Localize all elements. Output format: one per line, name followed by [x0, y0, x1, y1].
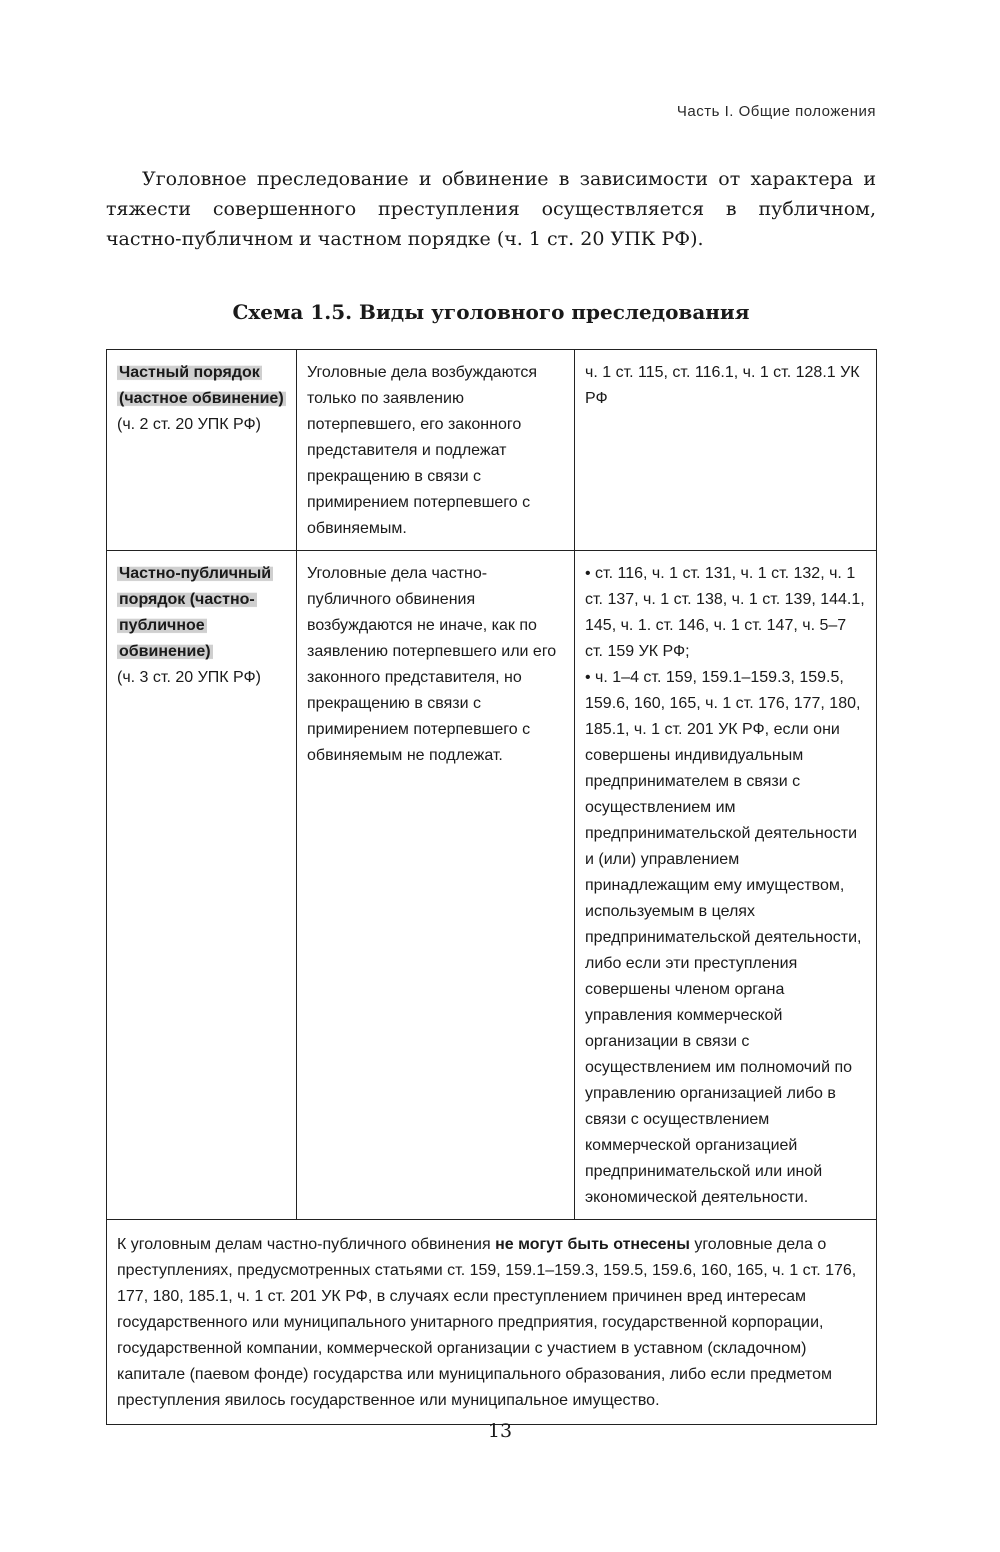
articles-list-item-1: • ст. 116, ч. 1 ст. 131, ч. 1 ст. 132, ч. 1 ст. 137, ч. 1 ст. 138, ч. 1 ст. 139, 144.1, 145, ч. 1. ст. 146, ч. 1 ст. 147, ч. 5–7 ст. 159 УК РФ; [585, 565, 865, 660]
articles-list-item-2: • ч. 1–4 ст. 159, 159.1–159.3, 159.5, 159.6, 160, 165, ч. 1 ст. 176, 177, 180, 185.1, ч. 1 ст. 201 УК РФ, если они совершены индивидуальным предпринимателем в связи с осуществлением им предпринимательской деятельности и (или) управлением принадлежащим ему имуществом, используемым в целях предпринимательской деятельности, либо если эти преступления совершены членом органа управления коммерческой организации в связи с осуществлением им полномочий по управлению организацией либо в связи с осуществлением коммерческой организацией предпринимательской или иной экономической деятельности. [585, 669, 862, 1206]
private-order-name: Частный порядок (частное обвинение) [119, 364, 284, 407]
private-order-reference: (ч. 2 ст. 20 УПК РФ) [117, 416, 261, 433]
page-number: 13 [487, 1420, 513, 1442]
table-row-footer [107, 1220, 877, 1425]
private-public-order-description: Уголовные дела частно-публичного обвинения возбуждаются не иначе, как по заявлению потерпевшего или его законного представителя, но прекращению в связи с примирением потерпевшего с обвиняемым не подлежат. [297, 551, 575, 1220]
private-public-order-articles [575, 551, 877, 1220]
scheme-title: Схема 1.5. Виды уголовного преследования [232, 300, 750, 324]
running-head: Часть I. Общие положения [676, 103, 876, 120]
private-public-order-cell [107, 551, 297, 1220]
exclusion-note-rest: уголовные дела о преступлениях, предусмотренных статьями ст. 159, 159.1–159.3, 159.5, 159.6, 160, 165, ч. 1 ст. 176, 177, 180, 185.1, ч. 1 ст. 201 УК РФ, в случаях если преступлением причинен вред интересам государственного или муниципального унитарного предприятия, государственной корпорации, государственной компании, коммерческой организации с участием в уставном (складочном) капитале (паевом фонде) государства или муниципального образования, либо если предметом преступления явилось государственное или муниципальное имущество. [117, 1236, 857, 1409]
intro-paragraph: Уголовное преследование и обвинение в зависимости от характера и тяжести совершенного преступления осуществляется в публичном, частно-публичном и частном порядке (ч. 1 ст. 20 УПК РФ). [106, 168, 876, 250]
private-order-cell [107, 350, 297, 551]
private-order-articles: ч. 1 ст. 115, ст. 116.1, ч. 1 ст. 128.1 УК РФ [575, 350, 877, 551]
private-public-order-name: Частно-публичный порядок (частно-публичное обвинение) [119, 565, 272, 660]
table-row-private [107, 350, 877, 551]
scheme-table [106, 349, 877, 1425]
exclusion-note-lead: К уголовным делам частно-публичного обвинения [117, 1236, 496, 1253]
private-public-order-reference: (ч. 3 ст. 20 УПК РФ) [117, 669, 261, 686]
table-row-private-public [107, 551, 877, 1220]
exclusion-note-emphasis: не могут быть отнесены [495, 1236, 690, 1253]
exclusion-note [107, 1220, 877, 1425]
private-order-description: Уголовные дела возбуждаются только по заявлению потерпевшего, его законного представителя и подлежат прекращению в связи с примирением потерпевшего с обвиняемым. [297, 350, 575, 551]
